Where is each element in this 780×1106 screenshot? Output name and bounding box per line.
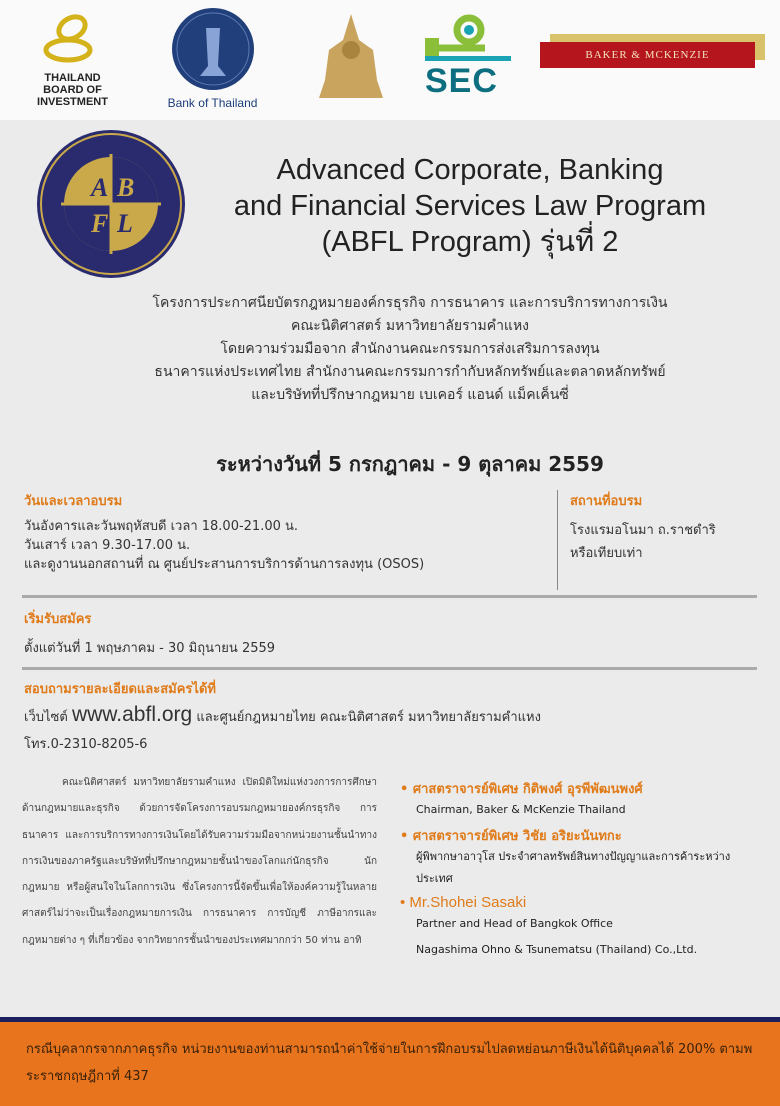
svg-text:A: A [91,173,109,202]
university-seal-icon [311,10,391,100]
abfl-seal [35,128,187,280]
sec-logo: SEC [425,14,515,101]
ramkhamhaeng-logo [308,10,393,104]
program-dates: ระหว่างวันที่ 5 กรกฎาคม - 9 ตุลาคม 2559 [216,452,604,476]
divider [22,667,757,670]
program-subtitle: โครงการประกาศนียบัตรกฎหมายองค์กรธุรกิจ การธนาคาร และการบริการทางการเงิน คณะนิติศาสตร์ มหาวิทยาลัยรามคำแหง โดยความร่วมมือจาก สำนักงานคณะกรรมการส่งเสริมการลงทุน ธนาคารแห่งประเทศไทย สำนักงานคณะกรรมการกำกับหลักทรัพย์และตลาดหลักทรัพย์ และบริษัทที่ปรึกษากฎหมาย เบเคอร์ แอนด์ แม็คเค็นซี่ [152,295,668,403]
registration-section: เริ่มรับสมัคร ตั้งแต่วันที่ 1 พฤษภาคม - 30 มิถุนายน 2559 [24,612,276,656]
venue-section: สถานที่อบรม โรงแรมอโนมา ถ.ราชดำริ หรือเทียบเท่า [570,494,716,561]
baker-mckenzie-logo: BAKER & MCKENZIE [540,42,755,68]
bot-emblem-icon [170,6,256,92]
speaker-item: • Mr.Shohei Sasaki Partner and Head of Bangkok Office Nagashima Ohno & Tsunematsu (Thailand) Co.,Ltd. [400,894,698,956]
svg-text:B: B [117,173,135,202]
phone: โทร.0-2310-8205-6 [24,737,148,752]
speaker-item: • ศาสตราจารย์พิเศษ กิติพงศ์ อุรพีพัฒนพงศ์ Chairman, Baker & McKenzie Thailand [400,782,643,816]
speaker-list [400,778,770,963]
abfl-seal-icon [35,128,187,280]
boi-logo: THAILAND BOARD OF INVESTMENT [30,8,115,108]
divider [22,595,757,598]
tax-deduction-banner: กรณีบุคลากรจากภาคธุรกิจ หน่วยงานของท่านสามารถนำค่าใช้จ่ายในการฝึกอบรมไปลดหย่อนภาษีเงินได้นิติบุคคลได้ 200% ตามพระราชกฤษฎีกาที่ 437 [0,1017,780,1106]
bank-of-thailand-logo: Bank of Thailand [155,6,270,110]
sec-symbol-icon [425,14,515,62]
svg-text:F: F [91,209,109,238]
website-link[interactable]: www.abfl.org [71,703,193,726]
program-description: คณะนิติศาสตร์ มหาวิทยาลัยรามคำแหง เปิดมิติใหม่แห่งวงการการศึกษาด้านกฎหมายและธุรกิจ ด้วยการจัดโครงการอบรมกฎหมายองค์กรธุรกิจ การธนาคาร และการบริการทางการเงินโดยได้รับความร่วมมือจากหน่วยงานชั้นนำทางการเงินของภาครัฐและบริษัทที่ปรึกษากฎหมายชั้นนำของโลกแก่นักธุรกิจ นักกฎหมาย หรือผู้สนใจในโลกการเงิน ซึ่งโครงการนี้จัดขึ้นเพื่อให้องค์ความรู้ในหลายศาสตร์ไม่ว่าจะเป็นเรื่องกฎหมายการเงิน การธนาคาร การบัญชี ภาษีอากรและกฎหมายต่าง ๆ ที่เกี่ยวข้อง จากวิทยากรชั้นนำของประเทศมากกว่า 50 ท่าน อาทิ [22,777,377,946]
svg-text:L: L [117,209,133,238]
boi-swirl-icon [30,8,115,68]
contact-section: สอบถามรายละเอียดและสมัครได้ที่ เว็บไซต์ www.abfl.org และศูนย์กฎหมายไทย คณะนิติศาสตร์ มหาวิทยาลัยรามคำแหง โทร.0-2310-8205-6 [24,678,764,754]
schedule-section: วันและเวลาอบรม วันอังคารและวันพฤหัสบดี เวลา 18.00-21.00 น. วันเสาร์ เวลา 9.30-17.00 น. และดูงานนอกสถานที่ ณ ศูนย์ประสานการบริการด้านการลงทุน (OSOS) [24,494,425,572]
program-title: Advanced Corporate, Banking and Financial Services Law Program (ABFL Program) รุ่นที่ 2 [233,154,707,258]
speaker-item: • ศาสตราจารย์พิเศษ วิชัย อริยะนันทกะ ผู้พิพากษาอาวุโส ประจำศาลทรัพย์สินทางปัญญาและการค้าระหว่างประเทศ [400,829,731,885]
divider [557,490,558,590]
